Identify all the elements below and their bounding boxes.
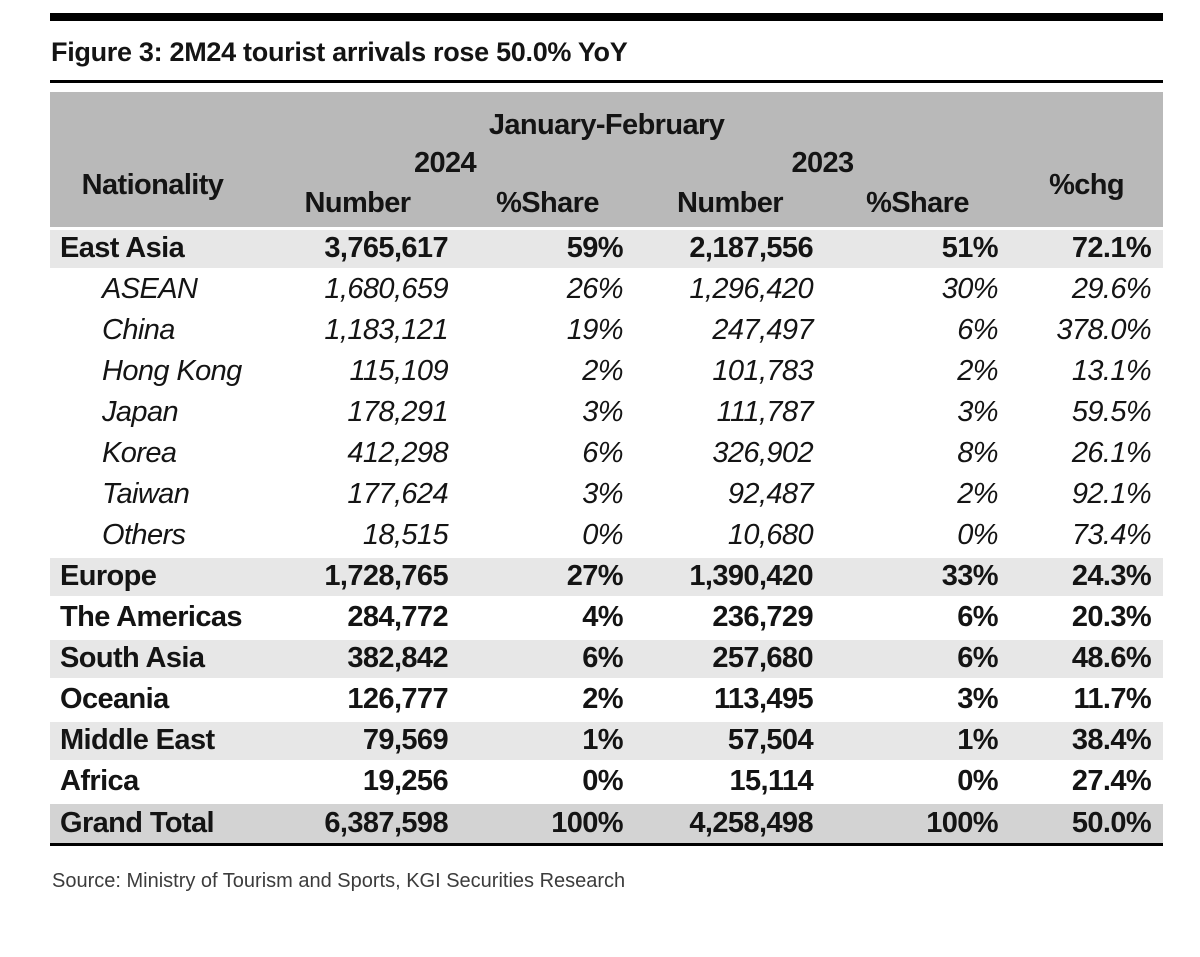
table-row [50,515,1163,556]
number-2023-cell: 57,504 [635,720,825,761]
number-2024-cell: 1,183,121 [255,310,460,351]
chg-cell: 20.3% [1010,597,1163,638]
col-group-2024: 2024 [255,144,635,180]
share-2024-cell: 4% [460,597,635,638]
share-2023-cell: 2% [825,474,1010,515]
nationality-cell: South Asia [50,638,255,679]
nationality-cell: Taiwan [50,474,255,515]
share-2023-cell: 0% [825,761,1010,802]
table-row [50,556,1163,597]
number-2024-cell: 177,624 [255,474,460,515]
share-2024-cell: 26% [460,269,635,310]
nationality-cell: Europe [50,556,255,597]
table-row [50,761,1163,802]
share-2023-cell: 3% [825,679,1010,720]
number-2023-cell: 1,296,420 [635,269,825,310]
share-2024-cell: 6% [460,638,635,679]
table-row [50,310,1163,351]
share-2023-cell: 6% [825,638,1010,679]
tourist-arrivals-table [50,92,1163,843]
col-group-2023: 2023 [635,144,1010,180]
number-2023-cell: 4,258,498 [635,802,825,843]
table-row [50,228,1163,269]
chg-cell: 27.4% [1010,761,1163,802]
nationality-cell: Middle East [50,720,255,761]
number-2023-cell: 247,497 [635,310,825,351]
share-2024-cell: 2% [460,351,635,392]
share-2024-cell: 0% [460,761,635,802]
share-2023-cell: 100% [825,802,1010,843]
nationality-cell: Oceania [50,679,255,720]
number-2023-cell: 257,680 [635,638,825,679]
col-header-share-2023: %Share [825,180,1010,228]
number-2024-cell: 1,680,659 [255,269,460,310]
number-2023-cell: 326,902 [635,433,825,474]
share-2023-cell: 0% [825,515,1010,556]
nationality-cell: Others [50,515,255,556]
share-2024-cell: 2% [460,679,635,720]
share-2023-cell: 1% [825,720,1010,761]
col-header-number-2023: Number [635,180,825,228]
col-header-nationality: Nationality [50,144,255,228]
table-row [50,392,1163,433]
share-2024-cell: 27% [460,556,635,597]
share-2024-cell: 3% [460,474,635,515]
col-header-share-2024: %Share [460,180,635,228]
table-body [50,228,1163,843]
share-2023-cell: 3% [825,392,1010,433]
nationality-cell: East Asia [50,228,255,269]
chg-cell: 29.6% [1010,269,1163,310]
chg-cell: 38.4% [1010,720,1163,761]
table-row [50,679,1163,720]
nationality-cell: Korea [50,433,255,474]
nationality-cell: Hong Kong [50,351,255,392]
share-2024-cell: 6% [460,433,635,474]
number-2023-cell: 101,783 [635,351,825,392]
chg-cell: 378.0% [1010,310,1163,351]
chg-cell: 72.1% [1010,228,1163,269]
number-2023-cell: 10,680 [635,515,825,556]
figure-title: Figure 3: 2M24 tourist arrivals rose 50.0% YoY [51,37,628,67]
share-2024-cell: 1% [460,720,635,761]
table-row [50,433,1163,474]
share-2024-cell: 19% [460,310,635,351]
nationality-cell: The Americas [50,597,255,638]
nationality-cell: Japan [50,392,255,433]
number-2024-cell: 115,109 [255,351,460,392]
col-header-number-2024: Number [255,180,460,228]
share-2023-cell: 2% [825,351,1010,392]
table-row [50,597,1163,638]
table-header [50,92,1163,228]
number-2024-cell: 19,256 [255,761,460,802]
source-note: Source: Ministry of Tourism and Sports, KGI Securities Research [52,870,626,892]
nationality-cell: Africa [50,761,255,802]
table-row-grand-total [50,802,1163,843]
chg-cell: 59.5% [1010,392,1163,433]
share-2024-cell: 0% [460,515,635,556]
chg-cell: 11.7% [1010,679,1163,720]
number-2024-cell: 284,772 [255,597,460,638]
table-row [50,638,1163,679]
number-2024-cell: 6,387,598 [255,802,460,843]
chg-cell: 48.6% [1010,638,1163,679]
share-2023-cell: 6% [825,597,1010,638]
number-2023-cell: 111,787 [635,392,825,433]
span-header-period: January-February [50,92,1163,144]
share-2023-cell: 51% [825,228,1010,269]
number-2024-cell: 126,777 [255,679,460,720]
share-2024-cell: 3% [460,392,635,433]
number-2024-cell: 79,569 [255,720,460,761]
share-2024-cell: 100% [460,802,635,843]
table-row [50,474,1163,515]
share-2023-cell: 30% [825,269,1010,310]
number-2023-cell: 2,187,556 [635,228,825,269]
chg-cell: 50.0% [1010,802,1163,843]
nationality-cell: China [50,310,255,351]
number-2024-cell: 18,515 [255,515,460,556]
chg-cell: 73.4% [1010,515,1163,556]
number-2023-cell: 1,390,420 [635,556,825,597]
number-2023-cell: 15,114 [635,761,825,802]
report-figure [50,13,1163,893]
share-2024-cell: 59% [460,228,635,269]
number-2023-cell: 113,495 [635,679,825,720]
number-2024-cell: 178,291 [255,392,460,433]
chg-cell: 13.1% [1010,351,1163,392]
nationality-cell: ASEAN [50,269,255,310]
number-2024-cell: 382,842 [255,638,460,679]
chg-cell: 24.3% [1010,556,1163,597]
number-2024-cell: 3,765,617 [255,228,460,269]
share-2023-cell: 33% [825,556,1010,597]
nationality-cell: Grand Total [50,802,255,843]
number-2024-cell: 1,728,765 [255,556,460,597]
number-2023-cell: 92,487 [635,474,825,515]
number-2024-cell: 412,298 [255,433,460,474]
chg-cell: 92.1% [1010,474,1163,515]
table-row [50,720,1163,761]
title-rule [50,80,1163,83]
top-rule-bar [50,13,1163,21]
number-2023-cell: 236,729 [635,597,825,638]
share-2023-cell: 6% [825,310,1010,351]
share-2023-cell: 8% [825,433,1010,474]
table-row [50,269,1163,310]
table-row [50,351,1163,392]
chg-cell: 26.1% [1010,433,1163,474]
col-header-chg: %chg [1010,144,1163,228]
